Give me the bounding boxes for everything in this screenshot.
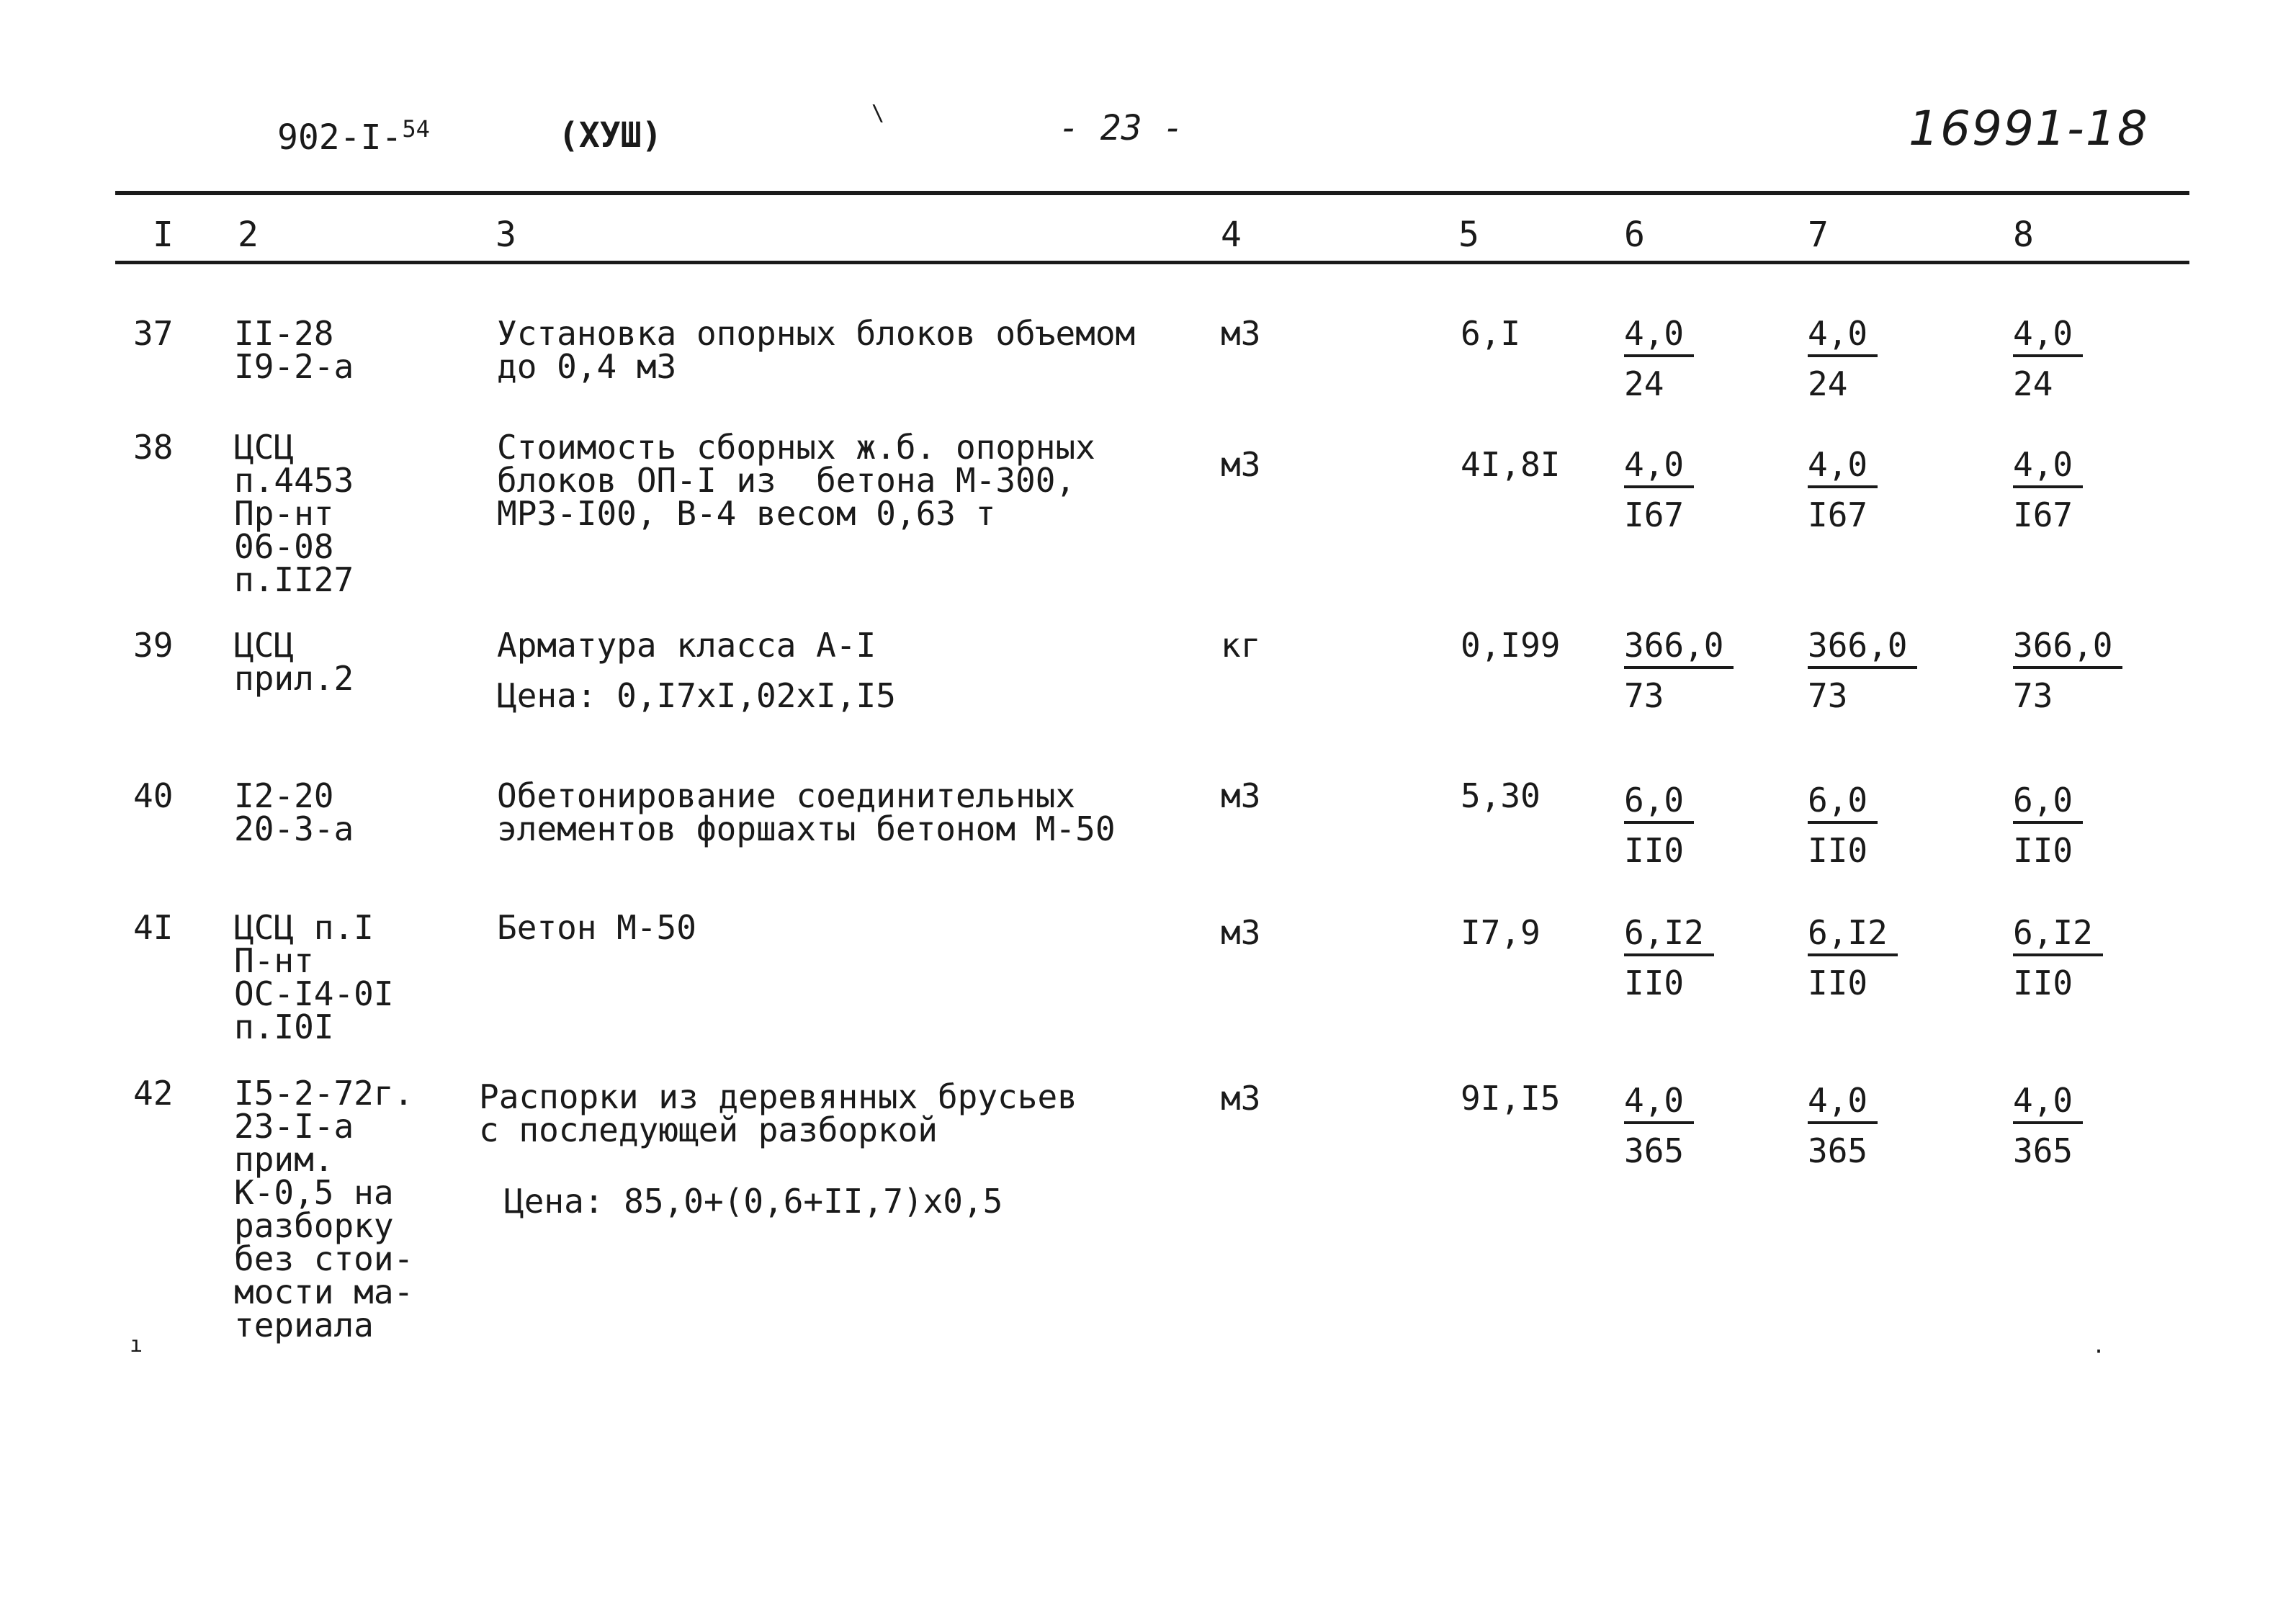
value-bottom: II0 (1808, 964, 1868, 1002)
row-unit: кг (1221, 626, 1261, 665)
row-description: Стоимость сборных ж.б. опорных блоков ОП-I из бетона М-300, МРЗ-I00, В-4 весом 0,63 т (497, 428, 1095, 533)
row-code: II-28 I9-2-а (234, 314, 354, 386)
row-value-col6 (1624, 626, 1734, 715)
row-value-col8 (2013, 314, 2083, 403)
value-bottom: II0 (1624, 964, 1685, 1002)
row-price-note: Цена: 85,0+(0,6+II,7)х0,5 (504, 1182, 1003, 1221)
value-bottom: 24 (2013, 364, 2053, 403)
row-code: I2-20 20-3-а (234, 776, 354, 848)
value-top: 366,0 (1808, 629, 1917, 669)
top-rule (115, 191, 2189, 195)
row-value-col7 (1808, 626, 1917, 715)
value-bottom: II0 (1808, 831, 1868, 870)
value-bottom: 365 (1808, 1131, 1868, 1170)
row-unit: м3 (1221, 913, 1261, 952)
section-label: (ХУШ) (558, 115, 663, 156)
value-bottom: II0 (2013, 964, 2073, 1002)
value-top: 6,0 (1808, 784, 1878, 824)
header-rule (115, 261, 2189, 264)
value-bottom: 73 (2013, 676, 2053, 715)
inventory-number: 16991-18 (1909, 101, 2149, 156)
column-number-3: 3 (495, 215, 516, 255)
value-top: 4,0 (1624, 448, 1694, 488)
value-top: 6,0 (2013, 784, 2083, 824)
row-value-col6 (1624, 445, 1694, 534)
row-value-col8 (2013, 1081, 2083, 1170)
value-bottom: II0 (2013, 831, 2073, 870)
row-description: Обетонирование соединительных элементов форшахты бетоном М-50 (497, 776, 1116, 848)
document-code-suffix: 54 (402, 115, 430, 143)
row-value-col7 (1808, 781, 1878, 870)
row-value-col8 (2013, 781, 2083, 870)
document-code-main: 902-I- (277, 117, 403, 158)
row-unit: м3 (1221, 314, 1261, 353)
value-bottom: 24 (1624, 364, 1664, 403)
row-number: 38 (133, 428, 174, 467)
value-top: 4,0 (1808, 1084, 1878, 1124)
row-unit: м3 (1221, 1079, 1261, 1118)
value-bottom: II0 (1624, 831, 1685, 870)
value-bottom: 365 (1624, 1131, 1685, 1170)
value-bottom: I67 (2013, 495, 2073, 534)
value-top: 4,0 (2013, 1084, 2083, 1124)
row-description: Арматура класса А-I (497, 626, 876, 665)
row-price: I7,9 (1461, 913, 1541, 952)
row-code: I5-2-72г. 23-I-а прим. К-0,5 на разборку без стои- мости ма- териала (234, 1074, 414, 1345)
row-value-col6 (1624, 314, 1694, 403)
row-unit: м3 (1221, 776, 1261, 815)
row-value-col8 (2013, 445, 2083, 534)
stray-mark: \ (871, 101, 885, 126)
row-price-note: Цена: 0,I7хI,02хI,I5 (497, 676, 896, 715)
value-top: 4,0 (1624, 1084, 1694, 1124)
value-top: 366,0 (1624, 629, 1734, 669)
row-value-col8 (2013, 913, 2103, 1002)
row-value-col6 (1624, 781, 1694, 870)
value-bottom: 73 (1808, 676, 1848, 715)
row-value-col8 (2013, 626, 2122, 715)
row-number: 40 (133, 776, 174, 815)
row-value-col6 (1624, 1081, 1694, 1170)
page-number: - 23 - (1059, 108, 1184, 148)
row-number: 39 (133, 626, 174, 665)
column-number-4: 4 (1221, 215, 1242, 255)
row-price: 5,30 (1461, 776, 1541, 815)
value-top: 4,0 (2013, 448, 2083, 488)
row-number: 4I (133, 908, 174, 947)
value-top: 6,I2 (2013, 916, 2103, 956)
value-top: 6,0 (1624, 784, 1694, 824)
row-value-col7 (1808, 445, 1878, 534)
row-value-col7 (1808, 314, 1878, 403)
row-price: 0,I99 (1461, 626, 1561, 665)
value-top: 6,I2 (1624, 916, 1714, 956)
column-number-6: 6 (1624, 215, 1645, 255)
row-value-col6 (1624, 913, 1714, 1002)
scan-mark-right: · (2092, 1339, 2106, 1365)
value-top: 366,0 (2013, 629, 2122, 669)
value-bottom: 365 (2013, 1131, 2073, 1170)
column-number-8: 8 (2013, 215, 2034, 255)
row-price: 6,I (1461, 314, 1521, 353)
row-description: Установка опорных блоков объемом до 0,4 м3 (497, 314, 1136, 386)
row-number: 42 (133, 1074, 174, 1113)
value-top: 4,0 (2013, 317, 2083, 357)
value-top: 4,0 (1808, 448, 1878, 488)
row-description: Распорки из деревянных брусьев с последующей разборкой (479, 1077, 1077, 1149)
row-code: ЦСЦ п.4453 Пр-нт 06-08 п.II27 (234, 428, 354, 599)
row-price: 9I,I5 (1461, 1079, 1561, 1118)
column-number-5: 5 (1458, 215, 1479, 255)
row-description: Бетон М-50 (497, 908, 696, 947)
row-unit: м3 (1221, 445, 1261, 484)
column-number-7: 7 (1808, 215, 1829, 255)
row-number: 37 (133, 314, 174, 353)
value-top: 4,0 (1624, 317, 1694, 357)
column-number-1: I (153, 215, 174, 255)
row-value-col7 (1808, 1081, 1878, 1170)
document-code (277, 115, 430, 158)
value-top: 6,I2 (1808, 916, 1898, 956)
row-code: ЦСЦ п.I П-нт ОС-I4-0I п.I0I (234, 908, 394, 1046)
value-bottom: 24 (1808, 364, 1848, 403)
scan-mark-left: ı (130, 1332, 143, 1357)
row-price: 4I,8I (1461, 445, 1561, 484)
row-code: ЦСЦ прил.2 (234, 626, 354, 698)
column-number-2: 2 (238, 215, 259, 255)
value-bottom: I67 (1808, 495, 1868, 534)
row-value-col7 (1808, 913, 1898, 1002)
value-bottom: 73 (1624, 676, 1664, 715)
value-top: 4,0 (1808, 317, 1878, 357)
value-bottom: I67 (1624, 495, 1685, 534)
